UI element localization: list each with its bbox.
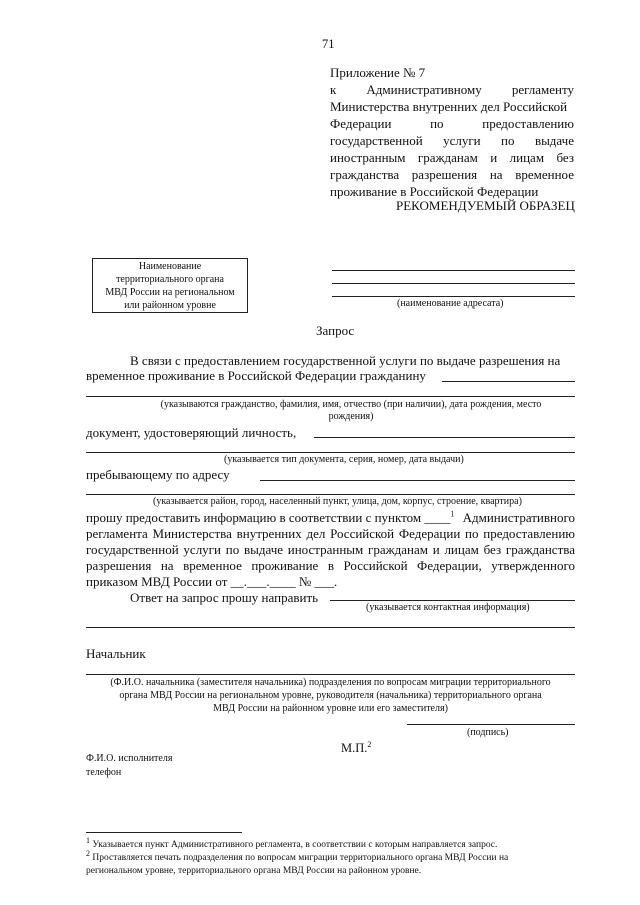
citizen-field-line-2[interactable] [86,396,575,397]
addressee-line-1[interactable] [332,270,575,271]
appendix-word: на [489,167,503,182]
id-document-caption: (указывается тип документа, серия, номер, дата выдачи) [224,454,464,465]
appendix-line-5 [330,132,574,149]
appendix-word: услуги [443,133,481,148]
footnote-number: 1 [86,835,90,845]
request-part: прошу предоставить информацию в соответствии с пунктом [86,510,425,525]
appendix-word: к [330,82,337,97]
org-line: Наименование [138,261,202,272]
request-line-4: разрешения на временное проживание в Российской Федерации, утвержденного [86,558,575,573]
organization-name-box [92,258,248,313]
appendix-line-4 [330,115,574,132]
citizen-caption-1: (указываются гражданство, фамилия, имя, отчество (при наличии), дата рождения, место [160,399,542,410]
addressee-line-2[interactable] [332,283,575,284]
footnote-separator [86,832,242,833]
appendix-word: Федерации [330,116,392,131]
appendix-line-7 [330,166,574,183]
footnote-text: Указывается пункт Административного регламента, в соответствии с которым направляется запрос. [92,840,498,850]
recommended-sample-label: РЕКОМЕНДУЕМЫЙ ОБРАЗЕЦ [396,198,575,213]
appendix-word: временное [515,167,574,182]
footnote-ref: 2 [367,739,372,749]
document-title: Запрос [316,323,355,338]
request-line-5: приказом МВД России от __.___.____ № ___. [86,574,338,589]
chief-caption-3: МВД России на районном уровне или его заместителя) [213,703,448,714]
address-caption: (указывается район, город, населенный пункт, улица, дом, корпус, строение, квартира) [153,496,522,507]
executor-label: Ф.И.О. исполнителя [86,753,173,764]
appendix-word: по [430,116,444,131]
citizen-caption-2: рождения) [328,411,374,422]
chief-caption-1: (Ф.И.О. начальника (заместителя начальника) подразделения по вопросам миграции территориального [110,677,551,688]
seal-text: М.П. [341,741,368,755]
contact-line-2[interactable] [86,627,575,628]
request-text [86,509,454,526]
paragraph-1-line-2: временное проживание в Российской Федерации гражданину [86,368,426,383]
address-line-1[interactable] [260,480,575,481]
footnote-1 [86,835,498,851]
addressee-caption: (наименование адресата) [397,298,504,309]
chief-name-line[interactable] [86,674,575,675]
appendix-title: Приложение № 7 [330,65,426,80]
signature-line[interactable] [407,724,575,725]
appendix-word: без [556,150,574,165]
appendix-word: лицам [509,150,545,165]
chief-label: Начальник [86,646,146,661]
contact-caption: (указывается контактная информация) [366,602,530,613]
appendix-word: разрешения [411,167,478,182]
org-line: территориального органа [116,274,224,285]
signature-caption: (подпись) [467,727,509,738]
chief-caption-2: органа МВД России на региональном уровне, руководителя (начальника) территориального органа [119,690,542,701]
seal-label [341,740,371,757]
request-part: Административного [462,510,575,525]
clause-number-field[interactable]: ____ [424,510,451,525]
footnote-2-line-1 [86,848,509,864]
footnote-number: 2 [86,848,90,858]
footnote-ref: 1 [450,509,455,519]
org-line: МВД России на региональном [105,287,235,298]
address-label: пребывающему по адресу [86,467,230,482]
appendix-word: государственной [330,133,423,148]
footnote-text: Проставляется печать подразделения по вопросам миграции территориального органа МВД России на [92,853,509,863]
id-document-label: документ, удостоверяющий личность, [86,425,297,440]
citizen-field-line-1[interactable] [442,381,575,382]
appendix-word: по [501,133,515,148]
appendix-word: выдаче [534,133,574,148]
appendix-word: Административному [366,82,482,97]
id-document-line-1[interactable] [314,437,575,438]
appendix-word: гражданам [417,150,478,165]
appendix-line-3: Министерства внутренних дел Российской [330,99,568,114]
org-line: или районном уровне [124,300,216,311]
answer-label: Ответ на запрос прошу направить [130,590,319,605]
appendix-line-2 [330,81,574,98]
appendix-word: иностранным [330,150,406,165]
appendix-word: и [490,150,498,165]
appendix-word: предоставлению [482,116,574,131]
paragraph-1-line-1: В связи с предоставлением государственной услуги по выдаче разрешения на [130,353,561,368]
footnote-2-line-2: региональном уровне, территориального органа МВД России на районном уровне. [86,866,422,876]
appendix-word: гражданства [330,167,400,182]
page-number: 71 [322,37,335,51]
appendix-block [330,64,574,200]
request-line-3: государственной услуги по выдаче иностранным гражданам и лицам без гражданства [86,542,575,557]
request-line-1 [86,509,575,526]
appendix-line-8: проживание в Российской Федерации [330,184,539,199]
appendix-line-6 [330,149,574,166]
request-line-2: регламента Министерства внутренних дел Российской Федерации по предоставлению [86,526,575,541]
appendix-word: регламенту [511,82,574,97]
phone-label: телефон [86,767,122,778]
